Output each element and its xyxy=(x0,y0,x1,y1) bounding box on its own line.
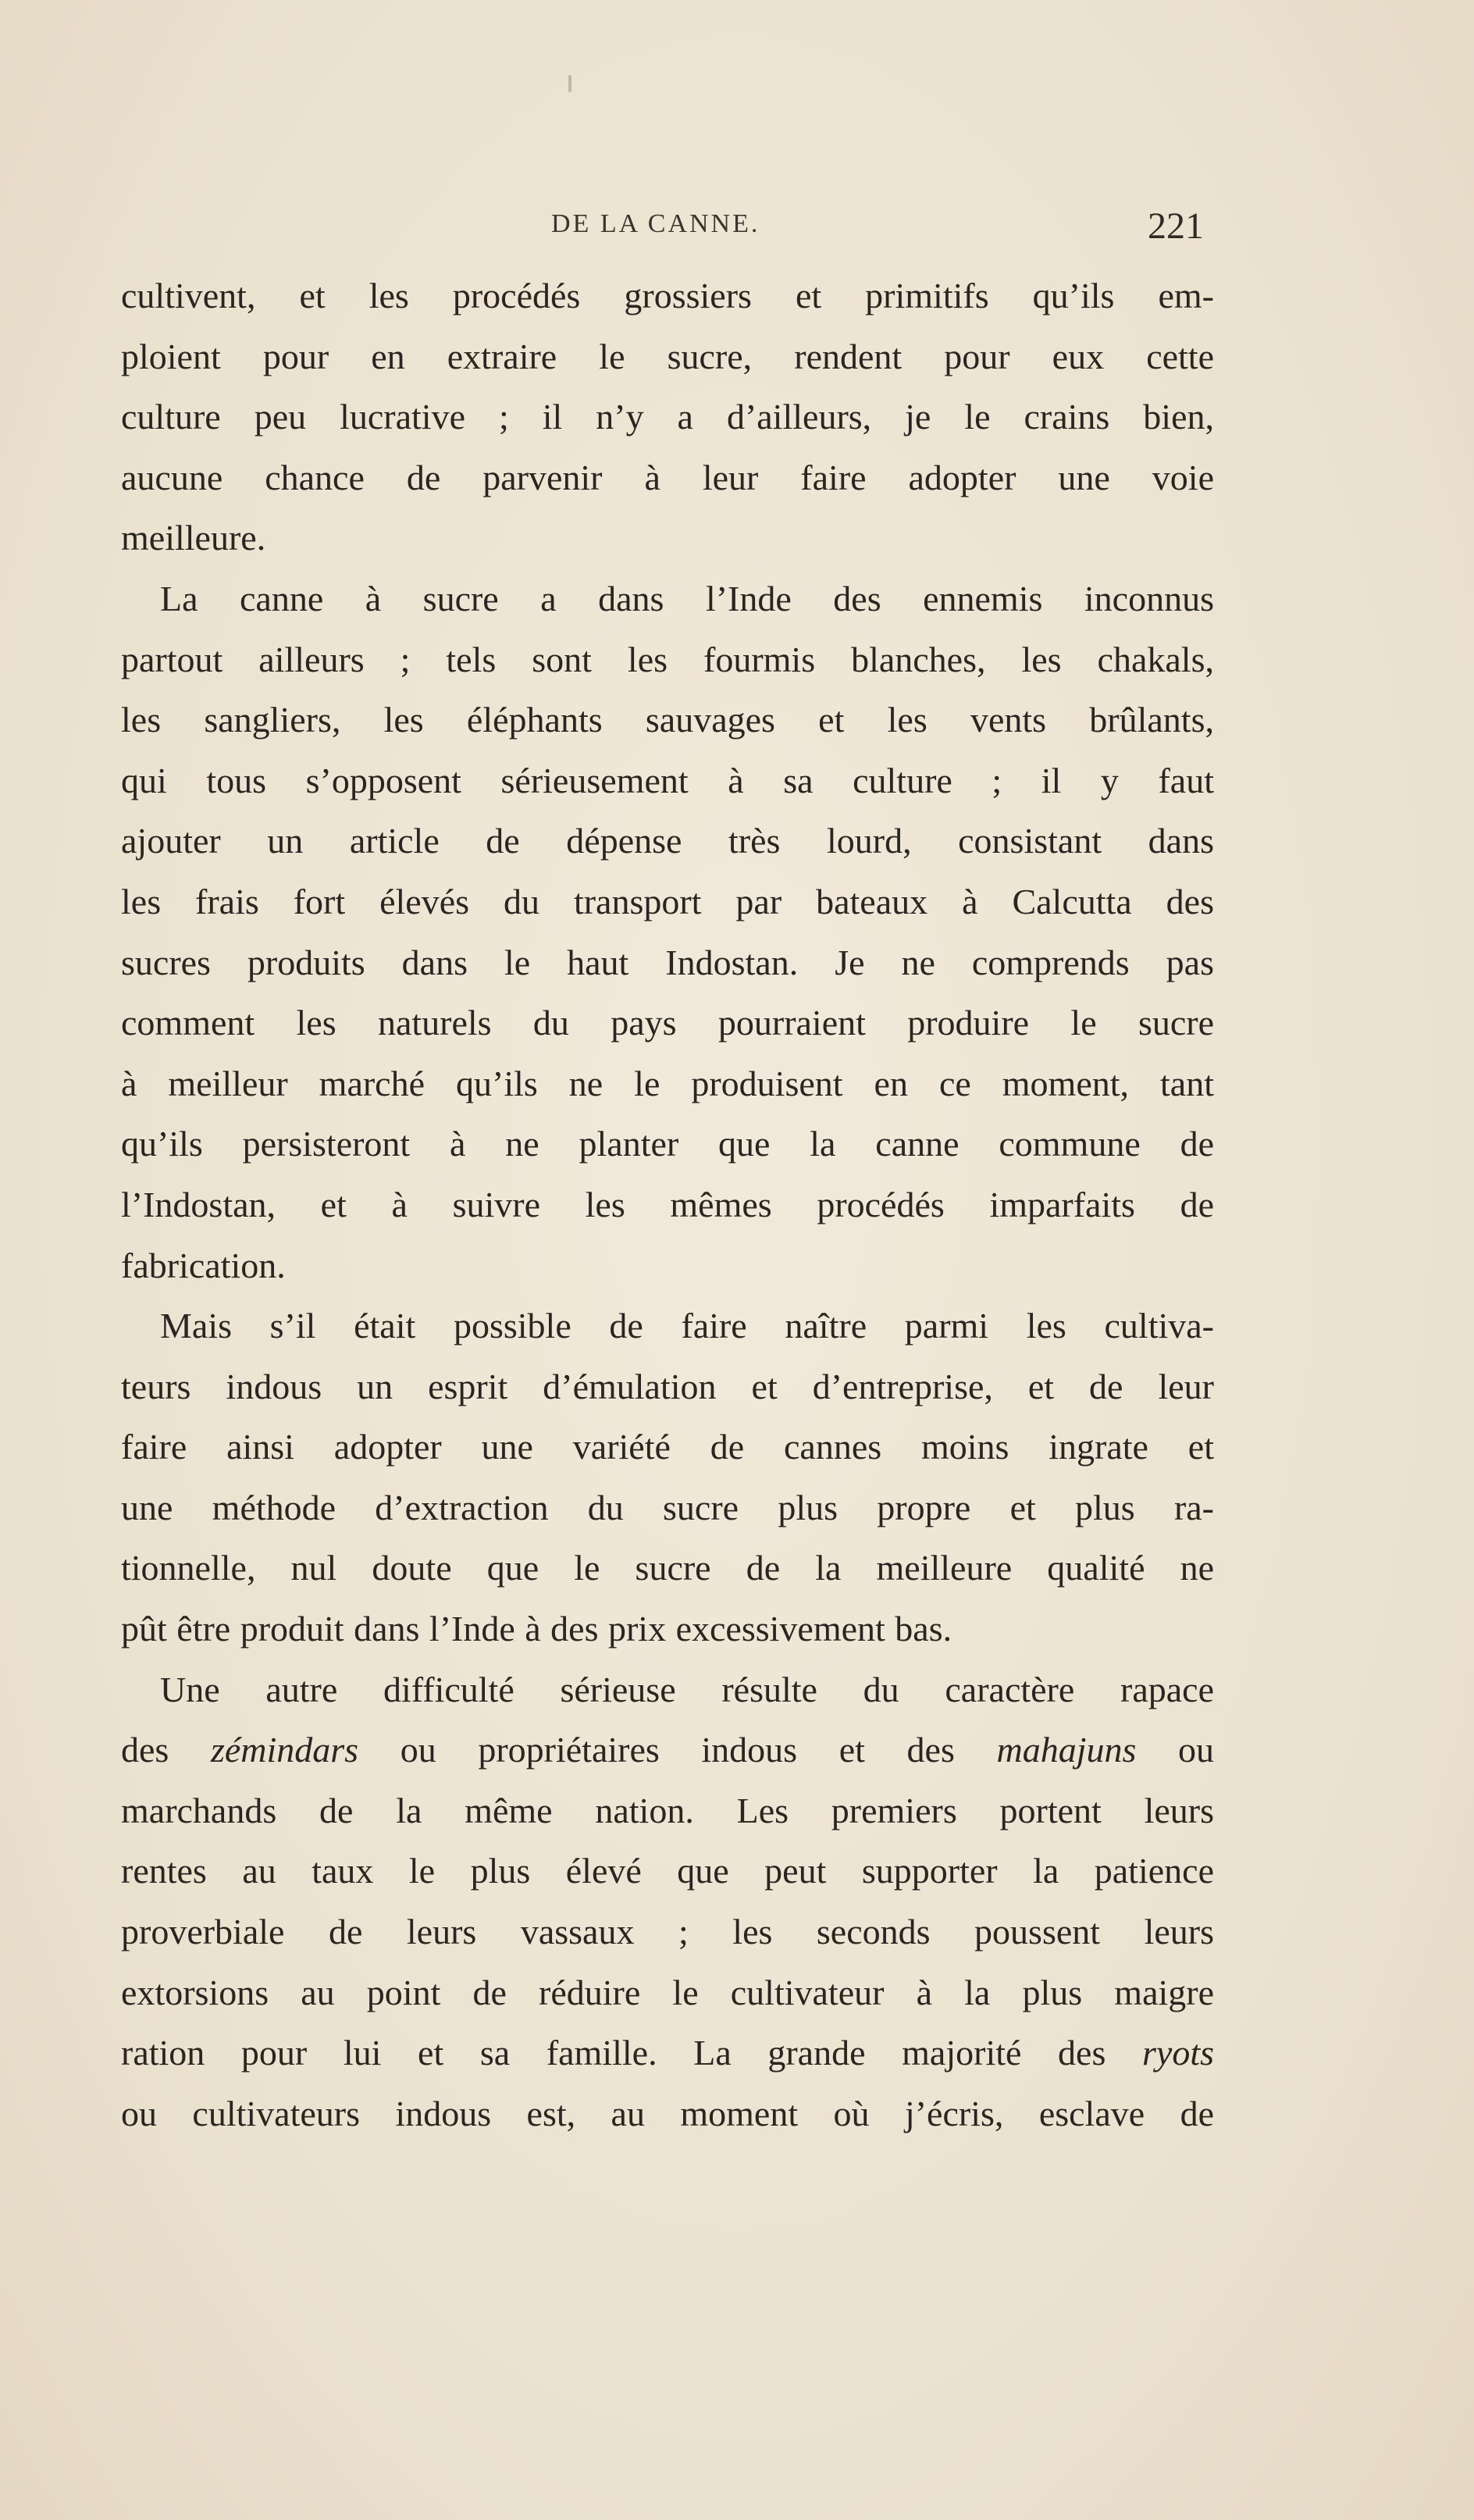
text-line: ajouter un article de dépense très lourd, consistant dans xyxy=(121,821,1214,861)
text-line: qu’ils persisteront à ne planter que la canne commune de xyxy=(121,1124,1214,1164)
text-line: fabrication. xyxy=(121,1245,286,1285)
italic-term: mahajuns xyxy=(996,1730,1137,1770)
text-line: ou cultivateurs indous est, au moment où j’écris, esclave de xyxy=(121,2093,1214,2133)
text-line: culture peu lucrative ; il n’y a d’ailleurs, je le crains bien, xyxy=(121,397,1214,437)
text-line: extorsions au point de réduire le cultivateur à la plus maigre xyxy=(121,1972,1214,2012)
text-line: les sangliers, les éléphants sauvages et les vents brûlants, xyxy=(121,700,1214,740)
text-line: pût être produit dans l’Inde à des prix excessivement bas. xyxy=(121,1609,952,1649)
text-line: à meilleur marché qu’ils ne le produisent en ce moment, tant xyxy=(121,1063,1214,1103)
body-text xyxy=(121,266,1214,2144)
text-line: comment les naturels du pays pourraient produire le sucre xyxy=(121,1003,1214,1043)
text-line: partout ailleurs ; tels sont les fourmis blanches, les chakals, xyxy=(121,639,1214,679)
running-head xyxy=(117,205,1210,251)
text-line: les frais fort élevés du transport par bateaux à Calcutta des xyxy=(121,881,1214,921)
text-line-with-italics xyxy=(121,2023,1214,2083)
italic-term: ryots xyxy=(1142,2033,1214,2073)
text-line: qui tous s’opposent sérieusement à sa culture ; il y faut xyxy=(121,760,1214,800)
text-line: cultivent, et les procédés grossiers et primitifs qu’ils em- xyxy=(121,276,1214,315)
text-line: ploient pour en extraire le sucre, rendent pour eux cette xyxy=(121,336,1214,376)
text-line: marchands de la même nation. Les premiers portent leurs xyxy=(121,1790,1214,1830)
text-line: faire ainsi adopter une variété de cannes moins ingrate et xyxy=(121,1427,1214,1467)
italic-term: zémindars xyxy=(210,1730,359,1770)
text-line: Mais s’il était possible de faire naître parmi les cultiva- xyxy=(160,1306,1214,1346)
text-segment: ou propriétaires indous et des xyxy=(358,1730,997,1770)
text-line: teurs indous un esprit d’émulation et d’entreprise, et de leur xyxy=(121,1366,1214,1406)
text-line: une méthode d’extraction du sucre plus propre et plus ra- xyxy=(121,1487,1214,1527)
text-line: sucres produits dans le haut Indostan. Je ne comprends pas xyxy=(121,942,1214,982)
paper-speck xyxy=(568,75,571,92)
text-segment: ou xyxy=(1136,1730,1214,1770)
text-line: proverbiale de leurs vassaux ; les seconds poussent leurs xyxy=(121,1912,1214,1952)
text-segment: ration pour lui et sa famille. La grande majorité des xyxy=(121,2033,1142,2073)
text-line: meilleure. xyxy=(121,518,266,558)
text-segment: des xyxy=(121,1730,211,1770)
text-line: aucune chance de parvenir à leur faire adopter une voie xyxy=(121,457,1214,497)
text-line: tionnelle, nul doute que le sucre de la meilleure qualité ne xyxy=(121,1548,1214,1588)
page-number: 221 xyxy=(1148,205,1204,247)
running-title: DE LA CANNE. xyxy=(551,209,760,238)
text-line-with-italics xyxy=(121,1720,1214,1780)
text-line: La canne à sucre a dans l’Inde des ennemis inconnus xyxy=(160,578,1214,618)
text-line: Une autre difficulté sérieuse résulte du caractère rapace xyxy=(160,1669,1214,1709)
text-line: l’Indostan, et à suivre les mêmes procédés imparfaits de xyxy=(121,1184,1214,1224)
text-line: rentes au taux le plus élevé que peut supporter la patience xyxy=(121,1851,1214,1891)
